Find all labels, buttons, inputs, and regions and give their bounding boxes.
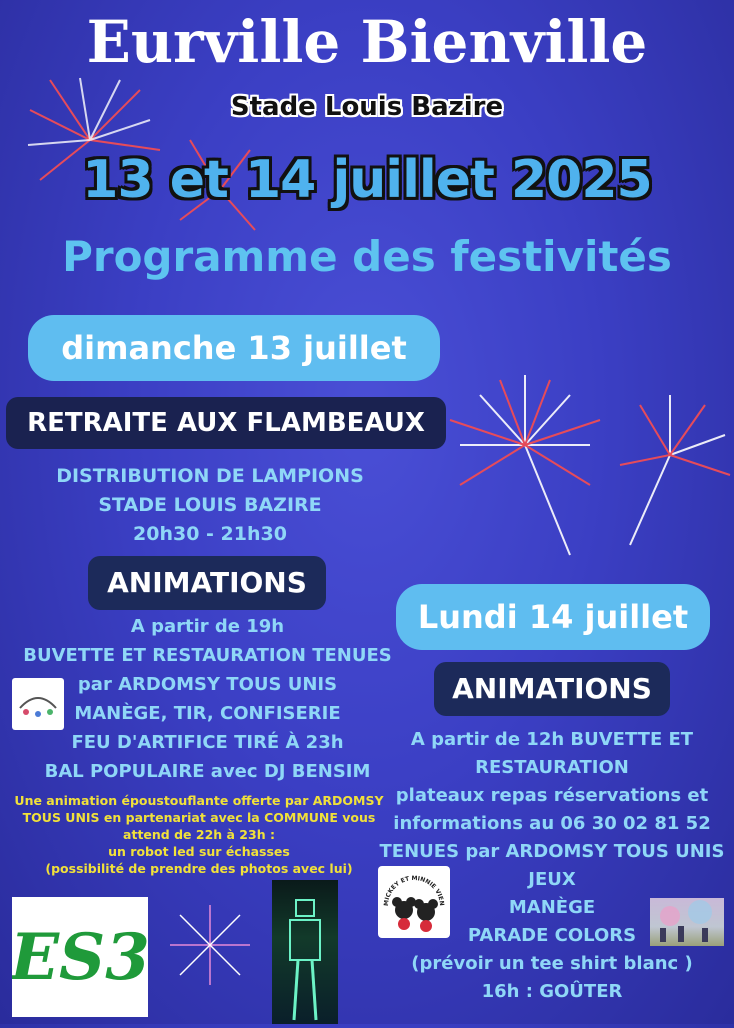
ardomsy-logo	[12, 678, 64, 730]
day1-label: dimanche 13 juillet	[28, 315, 440, 381]
day2-line-1: A partir de 12h BUVETTE ET	[410, 729, 694, 750]
day1-line-2: BUVETTE ET RESTAURATION TENUES	[23, 645, 392, 666]
day1-animations-details	[5, 612, 410, 786]
day1-line-4: MANÈGE, TIR, CONFISERIE	[74, 703, 341, 724]
page-title: Eurville Bienville	[86, 8, 648, 76]
day2-animations-heading: ANIMATIONS	[434, 662, 670, 716]
note-line-3: attend de 22h à 23h :	[123, 827, 275, 842]
venue-subtitle: Stade Louis Bazire	[230, 92, 504, 122]
day2-line-5: TENUES par ARDOMSY TOUS UNIS	[379, 841, 725, 862]
day2-line-7: MANÈGE	[508, 897, 596, 918]
parade-icon	[650, 898, 724, 946]
svg-text:MICKEY ET MINNIE VIENDRONT NOU: MICKEY ET MINNIE VIEN	[382, 874, 446, 907]
firework-small-icon	[160, 900, 260, 990]
day2-line-3: plateaux repas réservations et	[395, 785, 709, 806]
led-robot-photo	[272, 880, 338, 1024]
day2-label: Lundi 14 juillet	[396, 584, 710, 650]
es3-logo-icon	[12, 897, 148, 1017]
fireworks-right	[440, 365, 734, 565]
retraite-details	[10, 462, 410, 549]
robot-announcement	[4, 792, 394, 877]
day2-line-9: (prévoir un tee shirt blanc )	[411, 953, 693, 974]
note-line-1: Une animation époustouflante offerte par ARDOMSY	[14, 793, 384, 808]
retraite-line-3: 20h30 - 21h30	[133, 523, 287, 545]
es3-logo	[12, 897, 148, 1017]
day1-line-3: par ARDOMSY TOUS UNIS	[77, 674, 338, 695]
event-dates: 13 et 14 juillet 2025	[82, 150, 652, 210]
day2-line-6: JEUX	[528, 869, 576, 890]
day2-line-8: PARADE COLORS	[467, 925, 637, 946]
note-line-2: TOUS UNIS en partenariat avec la COMMUNE vous	[22, 810, 376, 825]
parade-colors-photo	[650, 898, 724, 946]
ardomsy-logo-icon	[12, 678, 64, 730]
svg-text:ES3: ES3	[12, 920, 148, 995]
retraite-line-1: DISTRIBUTION DE LAMPIONS	[56, 465, 364, 487]
note-line-5: (possibilité de prendre des photos avec lui)	[45, 861, 353, 876]
day1-line-1: A partir de 19h	[130, 616, 285, 637]
robot-icon	[272, 880, 338, 1024]
day2-line-4: informations au 06 30 02 81 52	[393, 813, 711, 834]
program-heading: Programme des festivités	[62, 232, 672, 281]
day1-line-5: FEU D'ARTIFICE TIRÉ À 23h	[71, 732, 344, 753]
mickey-minnie-badge	[378, 866, 450, 938]
day2-line-10: 16h : GOÛTER	[481, 981, 623, 1002]
mickey-minnie-icon	[378, 866, 450, 938]
retraite-line-2: STADE LOUIS BAZIRE	[98, 494, 322, 516]
day1-line-6: BAL POPULAIRE avec DJ BENSIM	[44, 761, 371, 782]
retraite-heading: RETRAITE AUX FLAMBEAUX	[6, 397, 446, 449]
day2-line-2: RESTAURATION	[475, 757, 629, 778]
note-line-4: un robot led sur échasses	[108, 844, 290, 859]
day1-animations-heading: ANIMATIONS	[88, 556, 326, 610]
